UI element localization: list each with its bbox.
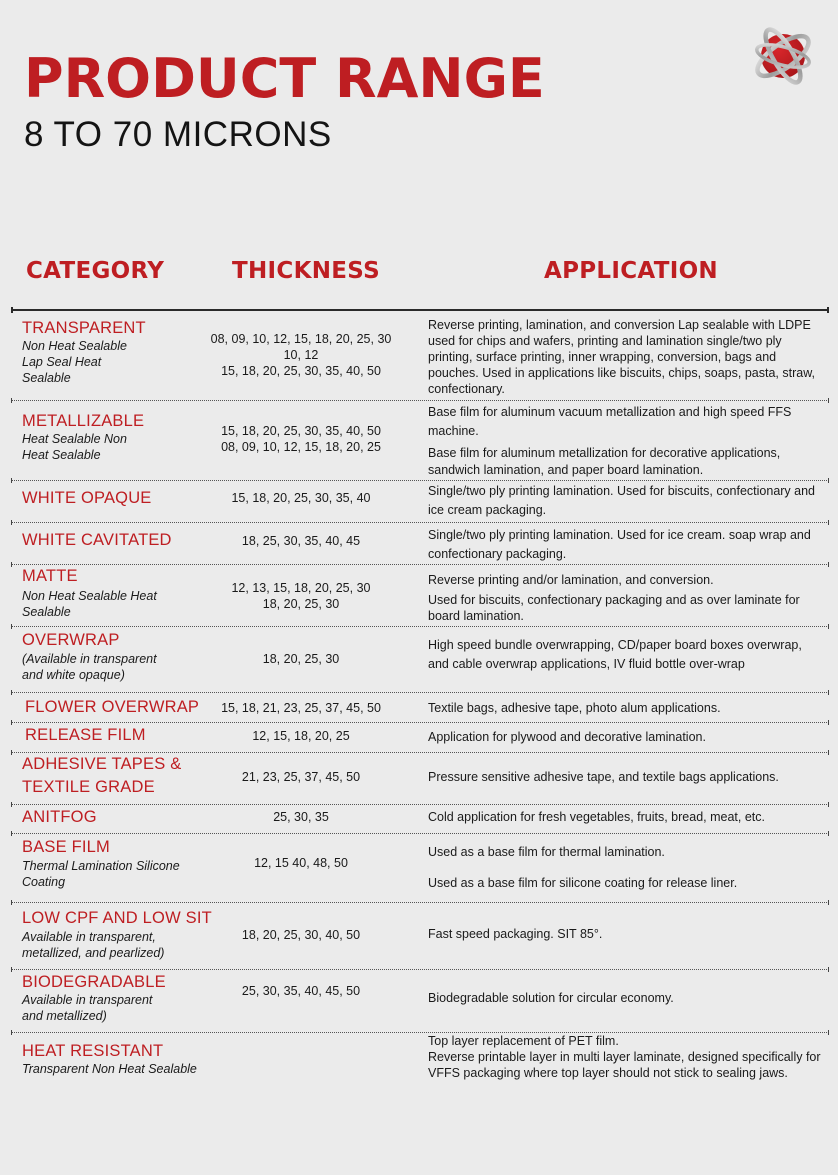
row-divider [11,626,829,627]
column-header-application: APPLICATION [544,258,718,284]
category-subtitle: Heat Sealable Non Heat Sealable [22,432,127,462]
thickness-values: 15, 18, 21, 23, 25, 37, 45, 50 [221,701,381,715]
thickness-values: 21, 23, 25, 37, 45, 50 [241,770,361,784]
category-subtitle: Non Heat Sealable Heat Sealable [22,589,157,619]
application-text: Single/two ply printing lamination. Used for ice cream. soap wrap and confectionary packaging. [428,528,811,561]
category-name: TRANSPARENT [22,319,146,337]
category-subtitle: Available in transparent and metallized) [22,993,153,1023]
row-divider [11,522,829,523]
category-name: LOW CPF AND LOW SIT [22,909,212,927]
category-name: BASE FILM [22,838,110,856]
application-text: Application for plywood and decorative lamination. [428,730,706,744]
page-subtitle: 8 TO 70 MICRONS [24,115,332,154]
thickness-values: 15, 18, 20, 25, 30, 35, 40 [231,491,371,505]
application-text: Reverse printing and/or lamination, and conversion. Used for biscuits, confectionary packaging and as over laminate for board lamination. [428,573,800,623]
application-text: Fast speed packaging. SIT 85°. [428,927,603,941]
category-subtitle: (Available in transparent and white opaque) [22,652,157,682]
application-text: Cold application for fresh vegetables, fruits, bread, meat, etc. [428,810,765,824]
application-text: Pressure sensitive adhesive tape, and textile bags applications. [428,770,779,784]
category-name: HEAT RESISTANT [22,1042,164,1060]
category-name: WHITE CAVITATED [22,531,172,549]
thickness-values: 25, 30, 35, 40, 45, 50 [241,984,361,998]
row-divider [11,722,829,723]
category-subtitle: Thermal Lamination Silicone Coating [22,859,180,889]
category-name: OVERWRAP [22,631,120,649]
thickness-values: 08, 09, 10, 12, 15, 18, 20, 25, 30 10, 12 15, 18, 20, 25, 30, 35, 40, 50 [210,332,392,378]
category-name: ADHESIVE TAPES & TEXTILE GRADE [22,755,182,796]
row-divider [11,400,829,401]
thickness-values: 18, 25, 30, 35, 40, 45 [241,534,361,548]
application-text: Top layer replacement of PET film. Reverse printable layer in multi layer laminate, designed specifically for VFFS packaging where top layer should not stick to sealing jaws. [428,1034,821,1080]
row-divider [11,833,829,834]
application-text: Single/two ply printing lamination. Used for biscuits, confectionary and ice cream packaging. [428,484,816,517]
row-divider [11,564,829,565]
column-header-category: CATEGORY [26,258,165,284]
column-header-thickness: THICKNESS [232,258,380,284]
category-subtitle: Available in transparent, metallized, and pearlized) [22,930,165,960]
header-divider [11,309,829,311]
category-subtitle: Non Heat Sealable Lap Seal Heat Sealable [22,339,127,385]
thickness-values: 15, 18, 20, 25, 30, 35, 40, 50 08, 09, 10, 12, 15, 18, 20, 25 [221,424,381,454]
category-name: RELEASE FILM [25,726,146,744]
thickness-values: 12, 15, 18, 20, 25 [252,729,350,743]
category-name: FLOWER OVERWRAP [25,698,200,716]
thickness-values: 18, 20, 25, 30 [262,652,340,666]
page-title: PRODUCT RANGE [24,47,545,110]
row-divider [11,804,829,805]
globe-rings-logo-icon [746,20,818,92]
category-name: BIODEGRADABLE [22,973,166,991]
category-name: MATTE [22,567,78,585]
application-text: Base film for aluminum vacuum metallization and high speed FFS machine. Base film for aluminum metallization for decorative applications, sandwich lamination, and paper board lamination. [428,405,792,477]
application-text: High speed bundle overwrapping, CD/paper board boxes overwrap, and cable overwrap applications, IV fluid bottle over-wrap [428,638,802,671]
row-divider [11,480,829,481]
category-subtitle: Transparent Non Heat Sealable [22,1062,197,1076]
thickness-values: 12, 15 40, 48, 50 [254,856,348,870]
category-name: METALLIZABLE [22,412,145,430]
thickness-values: 12, 13, 15, 18, 20, 25, 30 18, 20, 25, 30 [231,581,371,611]
row-divider [11,902,829,903]
row-divider [11,969,829,970]
row-divider [11,692,829,693]
application-text: Used as a base film for thermal lamination. Used as a base film for silicone coating for release liner. [428,845,738,890]
category-name: WHITE OPAQUE [22,489,152,507]
category-name: ANITFOG [22,808,97,826]
application-text: Textile bags, adhesive tape, photo alum applications. [428,701,721,715]
thickness-values: 25, 30, 35 [273,810,329,824]
application-text: Reverse printing, lamination, and conversion Lap sealable with LDPE used for chips and wafers, printing and lamination single/two ply printing, surface printing, inner wrapping, conversion, bags and pouches. Used in applications like biscuits, chips, soaps, pasta, straw, confectionary. [428,318,816,396]
thickness-values: 18, 20, 25, 30, 40, 50 [241,928,361,942]
application-text: Biodegradable solution for circular economy. [428,991,674,1005]
